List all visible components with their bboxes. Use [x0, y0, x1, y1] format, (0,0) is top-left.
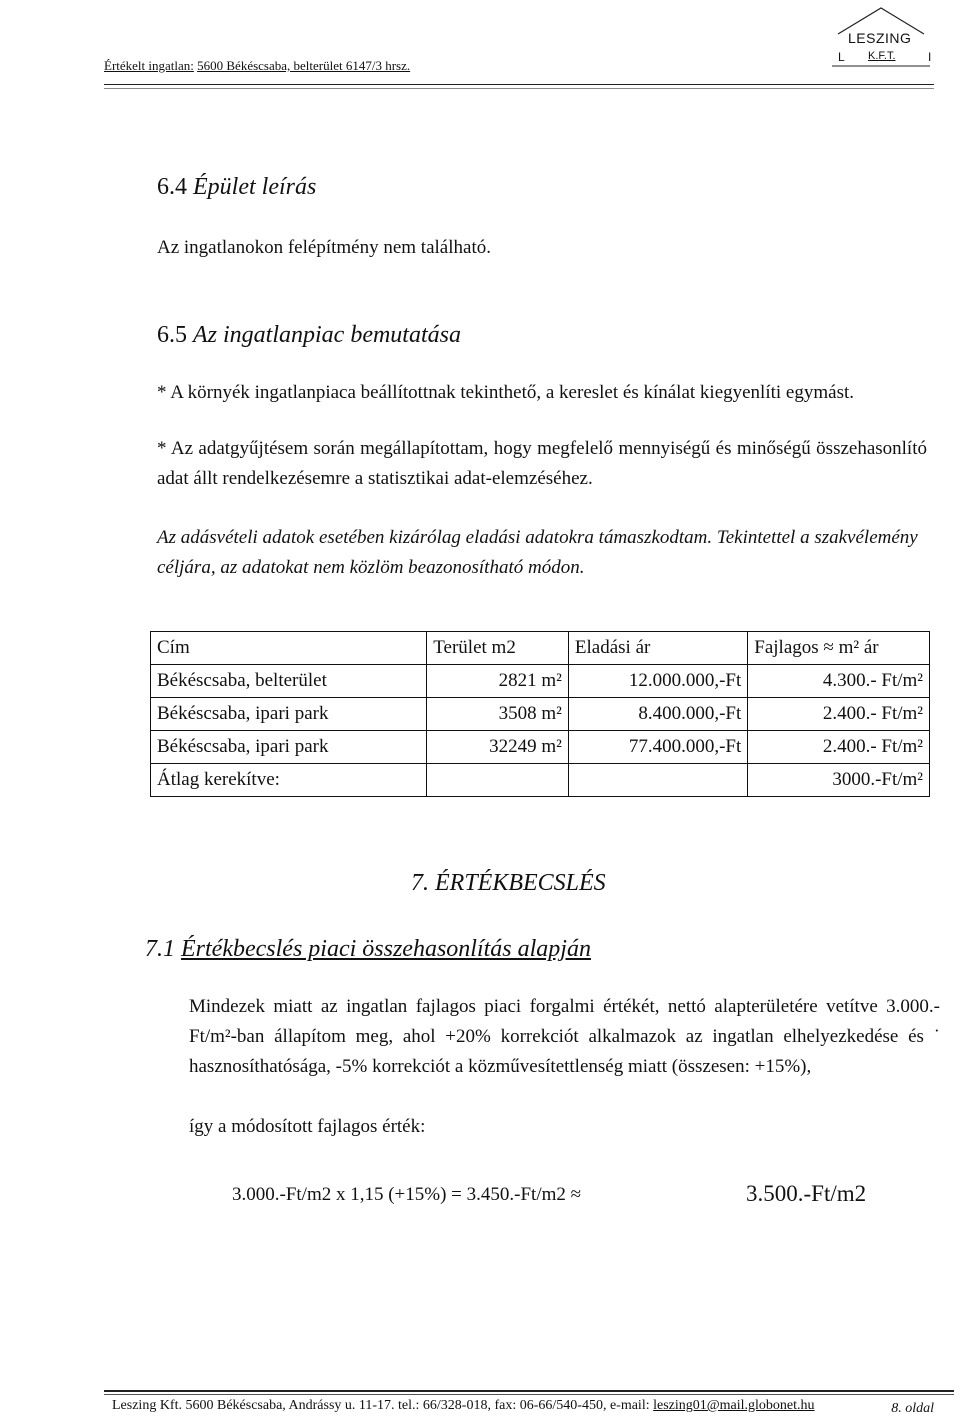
valuation-result: 3.500.-Ft/m2	[746, 1181, 867, 1206]
chapter-7-title: 7. ÉRTÉKBECSLÉS	[411, 870, 606, 896]
cell-price: 8.400.000,-Ft	[568, 698, 747, 731]
market-bullet-1: * A környék ingatlanpiaca beállítottnak tekinthető, a kereslet és kínálat kiegyenlíti egymást.	[157, 382, 854, 403]
logo-subtitle: K.F.T.	[868, 50, 896, 62]
cell-address: Békéscsaba, ipari park	[151, 698, 427, 731]
section-6-4-text: Az ingatlanokon felépítmény nem található.	[157, 237, 491, 258]
valuation-calculation: 3.000.-Ft/m2 x 1,15 (+15%) = 3.450.-Ft/m2 ≈	[232, 1184, 582, 1205]
footer-text: Leszing Kft. 5600 Békéscsaba, Andrássy u. 11-17. tel.: 66/328-018, fax: 06-66/540-450, e-mail:	[112, 1398, 650, 1413]
header-label: Értékelt ingatlan:	[104, 58, 194, 73]
market-bullet-2: * Az adatgyűjtésem során megállapítottam, hogy megfelelő mennyiségű és minőségű összehasonlító adat állt rendelkezésemre a statisztikai adat-elemzéséhez.	[157, 438, 927, 489]
average-value: 3000.-Ft/m²	[748, 764, 930, 797]
cell-address: Békéscsaba, belterület	[151, 665, 427, 698]
cell-area: 3508 m²	[427, 698, 569, 731]
col-header-unit-price: Fajlagos ≈ m² ár	[748, 632, 930, 665]
page-number: 8. oldal	[891, 1401, 934, 1416]
section-6-4-number: 6.4	[157, 174, 187, 200]
cell-price: 77.400.000,-Ft	[568, 731, 747, 764]
col-header-price: Eladási ár	[568, 632, 747, 665]
section-7-1-title: Értékbecslés piaci összehasonlítás alapján	[181, 936, 591, 962]
section-6-4-heading	[157, 174, 316, 201]
cell-area: 32249 m²	[427, 731, 569, 764]
cell-area: 2821 m²	[427, 665, 569, 698]
logo-right-mark: I	[928, 50, 932, 64]
cell-address: Békéscsaba, ipari park	[151, 731, 427, 764]
logo-left-mark: L	[838, 50, 845, 64]
header-address: 5600 Békéscsaba, belterület 6147/3 hrsz.	[197, 58, 411, 73]
valuation-paragraph: Mindezek miatt az ingatlan fajlagos piaci forgalmi értékét, nettó alapterületére vetítve 3.000.-Ft/m²-ban állapítom meg, ahol +20% korrekciót alkalmazok az ingatlan elhelyezkedése és ˙ hasznosíthatósága, -5% korrekciót a közművesítettlenség miatt (összesen: +15%),	[189, 996, 940, 1077]
average-empty-area	[427, 764, 569, 797]
table-row	[151, 665, 930, 698]
section-6-5-number: 6.5	[157, 322, 187, 348]
col-header-address: Cím	[151, 632, 427, 665]
average-label: Átlag kerekítve:	[151, 764, 427, 797]
cell-unit-price: 2.400.- Ft/m²	[748, 698, 930, 731]
section-7-1-heading	[145, 936, 591, 963]
table-average-row	[151, 764, 930, 797]
table-row	[151, 731, 930, 764]
market-note: Az adásvételi adatok esetében kizárólag eladási adatokra támaszkodtam. Tekintettel a szakvélemény céljára, az adatokat nem közlöm beazonosítható módon.	[157, 527, 918, 578]
col-header-area: Terület m2	[427, 632, 569, 665]
footer-rule	[104, 1390, 954, 1392]
cell-price: 12.000.000,-Ft	[568, 665, 747, 698]
footer-contact	[112, 1398, 815, 1414]
header-rule	[104, 84, 934, 85]
average-empty-price	[568, 764, 747, 797]
section-6-4-title: Épület leírás	[193, 174, 317, 200]
header-rule-secondary	[104, 88, 934, 89]
section-7-1-number: 7.1	[145, 936, 175, 962]
section-6-5-title: Az ingatlanpiac bemutatása	[193, 322, 461, 348]
cell-unit-price: 2.400.- Ft/m²	[748, 731, 930, 764]
comparison-table	[150, 631, 930, 797]
section-6-5-heading	[157, 322, 461, 349]
table-row	[151, 698, 930, 731]
logo-name: LESZING	[848, 30, 912, 46]
header-location	[104, 58, 410, 74]
footer-email[interactable]: leszing01@mail.globonet.hu	[653, 1398, 815, 1413]
table-header-row	[151, 632, 930, 665]
cell-unit-price: 4.300.- Ft/m²	[748, 665, 930, 698]
valuation-paragraph-last: így a módosított fajlagos érték:	[189, 1116, 426, 1137]
footer-rule-secondary	[104, 1394, 954, 1395]
